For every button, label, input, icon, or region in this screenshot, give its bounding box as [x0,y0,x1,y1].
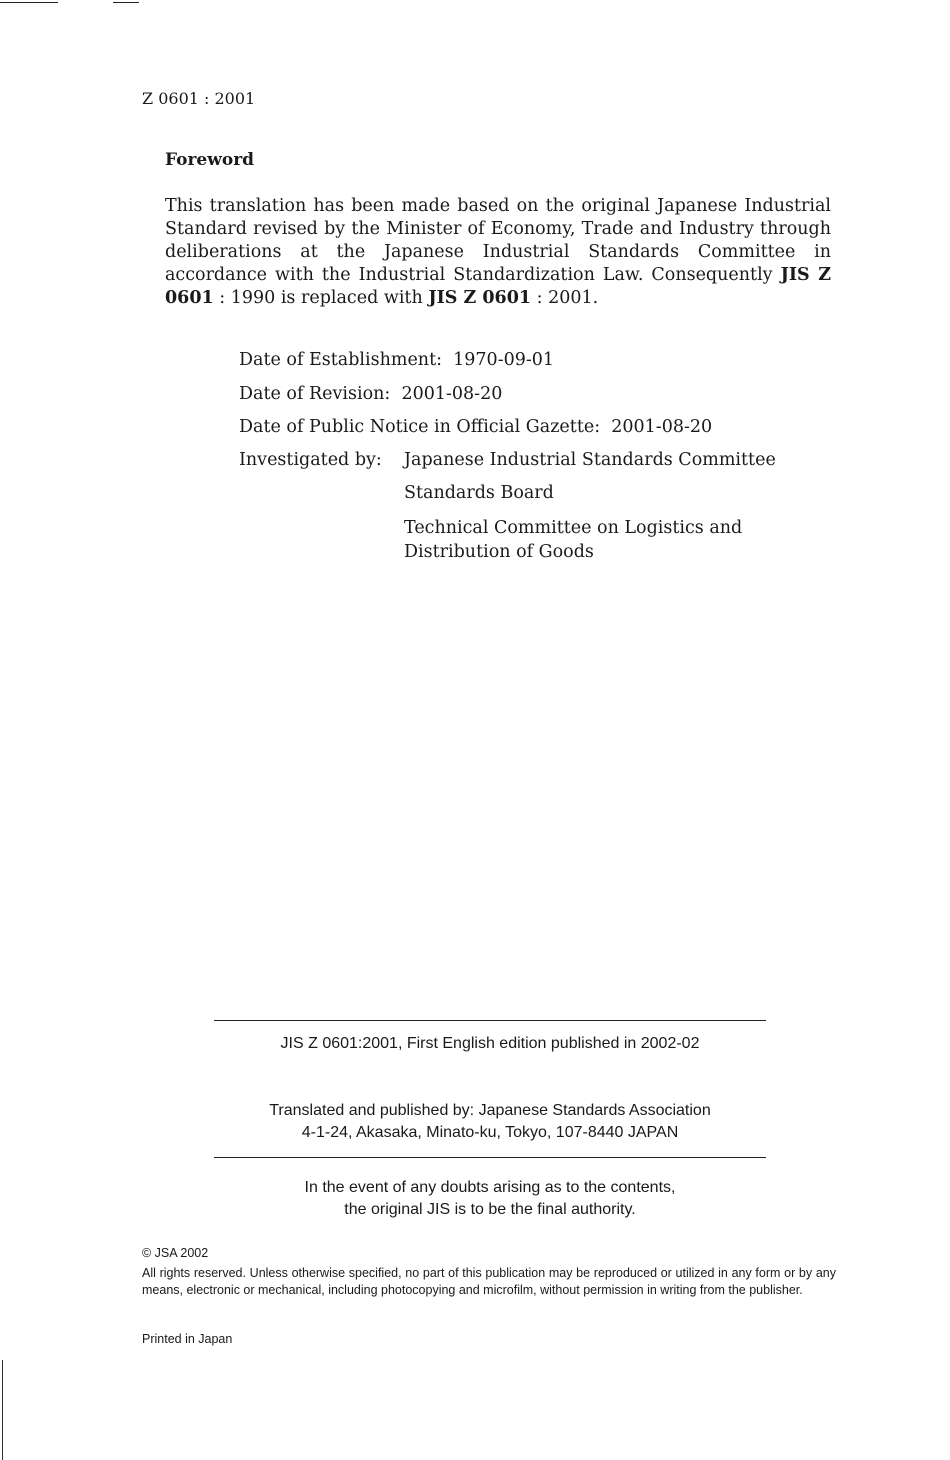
date-revision [239,384,502,404]
publisher-info [214,1100,766,1144]
authority-line: the original JIS is to be the final authority. [344,1201,636,1218]
publisher-line: Translated and published by: Japanese Standards Association [269,1102,711,1119]
foreword-text-part: : 2001. [531,288,599,308]
scan-edge-line [0,2,58,3]
foreword-text-part: This translation has been made based on the original Japanese Industrial Standard revised by the Minister of Economy, Trade and Industry through deliberations at the Japanese Industrial Standards Committee in accordance with the Industrial Standardization Law. Consequently [165,196,831,285]
date-label: Date of Revision: [239,384,391,404]
date-gazette [239,417,712,437]
date-label: Date of Establishment: [239,350,443,370]
scan-edge-line [113,2,139,3]
copyright-notice: © JSA 2002 [142,1246,209,1260]
divider-rule [214,1157,766,1158]
investigator-line: Japanese Industrial Standards Committee [404,450,776,470]
date-label: Date of Public Notice in Official Gazette: [239,417,601,437]
foreword-heading: Foreword [165,150,255,170]
rights-statement: All rights reserved. Unless otherwise specified, no part of this publication may be reproduced or utilized in any form or by any means, electronic or mechanical, including photocopying and microfilm, without permission in writing from the publisher. [142,1266,836,1297]
divider-rule [214,1020,766,1021]
document-id: Z 0601 : 2001 [142,89,256,108]
date-value: 2001-08-20 [401,384,503,404]
edition-note: JIS Z 0601:2001, First English edition published in 2002-02 [280,1035,700,1052]
authority-note [214,1177,766,1221]
investigator-line: Standards Board [404,483,554,503]
standard-code-new: JIS Z 0601 [428,288,532,308]
authority-line: In the event of any doubts arising as to the contents, [304,1179,676,1196]
standard-code-old: JIS Z 0601 [165,265,831,308]
foreword-paragraph [165,195,831,310]
date-establishment [239,350,554,370]
foreword-text-part: : 1990 is replaced with [213,288,429,308]
date-value: 1970-09-01 [453,350,555,370]
publisher-address: 4-1-24, Akasaka, Minato-ku, Tokyo, 107-8440 JAPAN [301,1124,679,1141]
investigator-line: Technical Committee on Logistics and Distribution of Goods [404,518,743,562]
date-value: 2001-08-20 [611,417,713,437]
investigated-by-label: Investigated by: [239,450,382,470]
printed-in: Printed in Japan [142,1332,233,1346]
scan-edge-line [2,1360,3,1460]
